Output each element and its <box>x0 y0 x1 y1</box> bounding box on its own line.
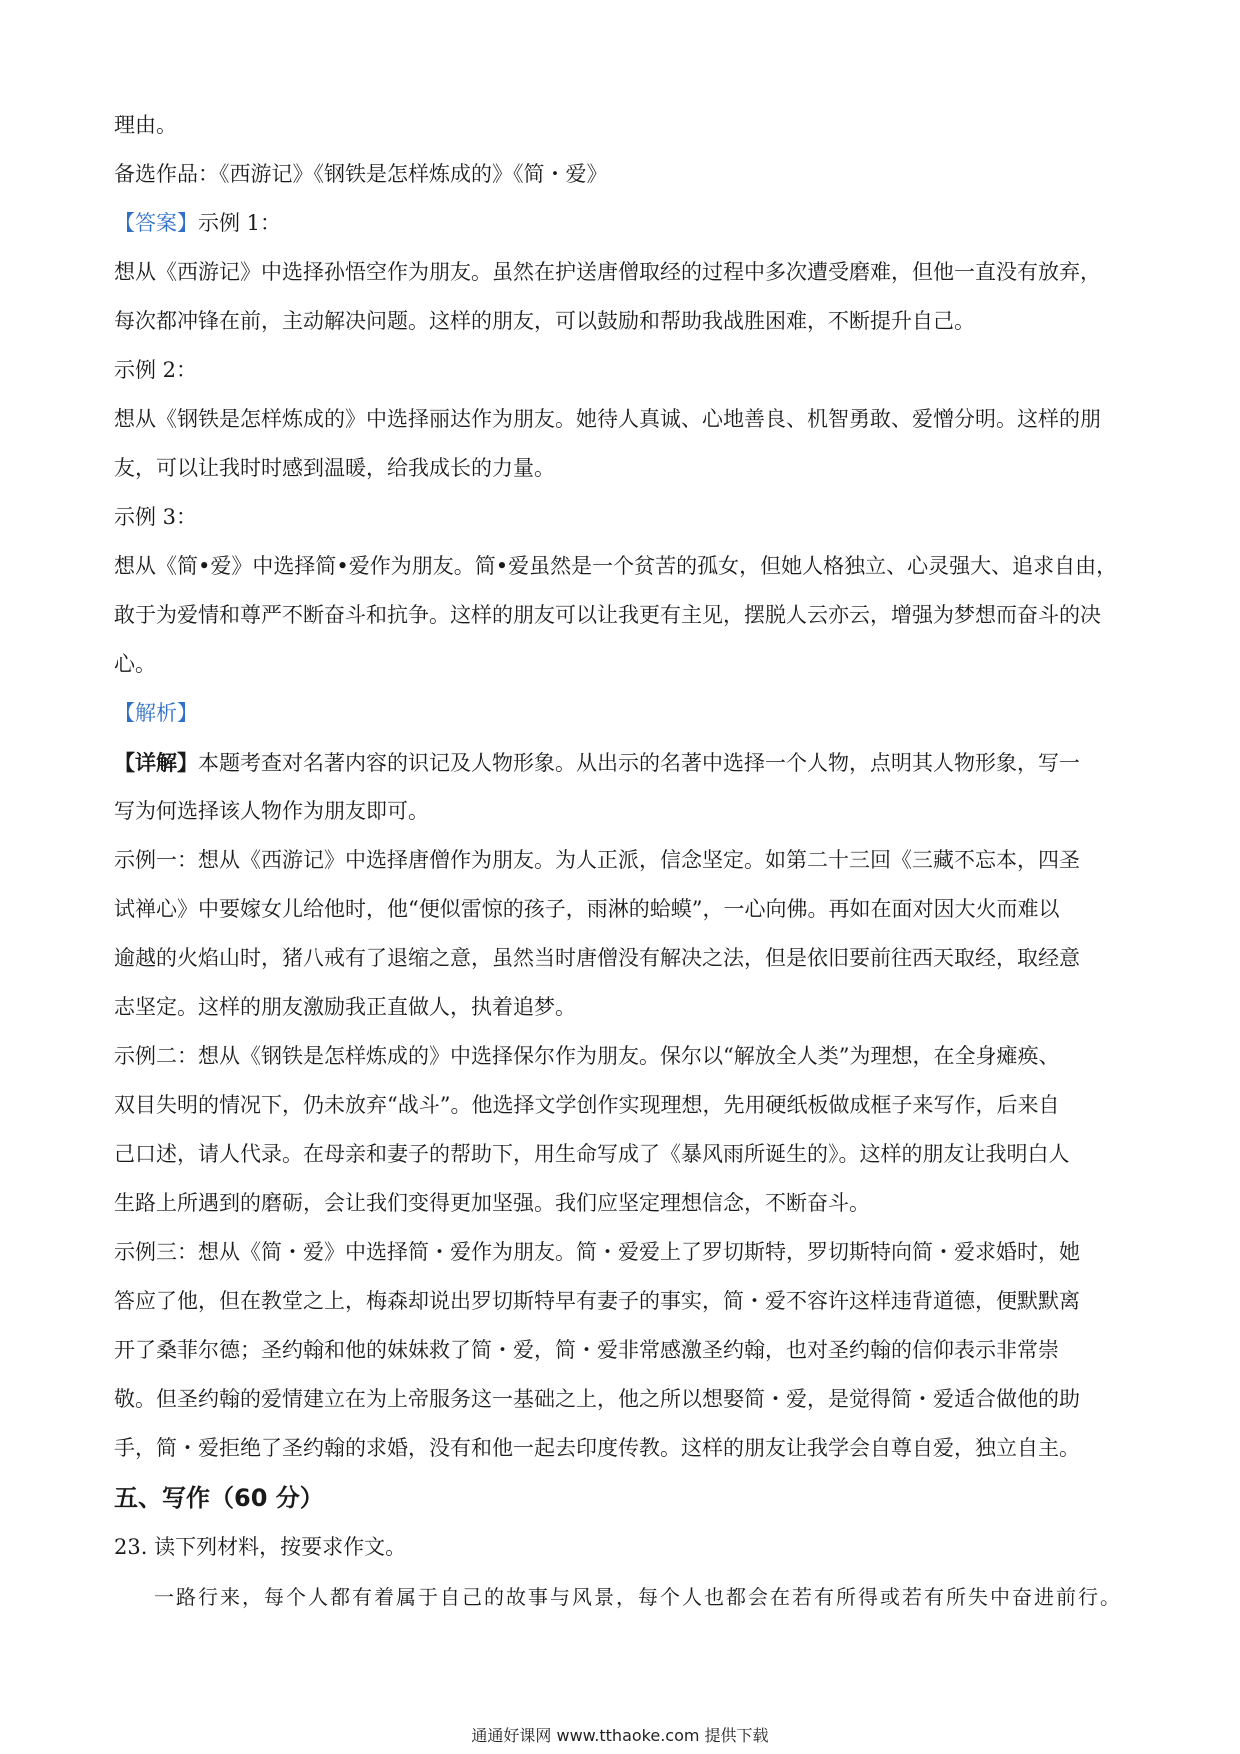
text-line: 想从《简•爱》中选择简•爱作为朋友。简•爱虽然是一个贫苦的孤女，但她人格独立、心灵强大、追求自由， <box>114 554 1118 578</box>
text-line: 示例一：想从《西游记》中选择唐僧作为朋友。为人正派，信念坚定。如第二十三回《三藏不忘本，四圣 <box>114 848 1080 872</box>
text-line: 敢于为爱情和尊严不断奋斗和抗争。这样的朋友可以让我更有主见，摆脱人云亦云，增强为梦想而奋斗的决 <box>114 603 1101 627</box>
text-line: 每次都冲锋在前，主动解决问题。这样的朋友，可以鼓励和帮助我战胜困难，不断提升自己。 <box>114 309 975 333</box>
text-line: 志坚定。这样的朋友激励我正直做人，执着追梦。 <box>114 995 576 1019</box>
answer-line <box>114 199 1124 248</box>
detail-text: 本题考查对名著内容的识记及人物形象。从出示的名著中选择一个人物，点明其人物形象，写一 <box>198 751 1080 775</box>
answer-tag: 【答案】 <box>114 211 198 235</box>
text-line: 逾越的火焰山时，猪八戒有了退缩之意，虽然当时唐僧没有解决之法，但是依旧要前往西天取经，取经意 <box>114 946 1080 970</box>
text-line: 示例 3： <box>114 505 198 529</box>
text-line: 答应了他，但在教堂之上，梅森却说出罗切斯特早有妻子的事实，简・爱不容许这样违背道德，便默默离 <box>114 1289 1080 1313</box>
analysis-tag: 【解析】 <box>114 701 198 725</box>
detail-line <box>114 738 1124 787</box>
material-text: 一路行来，每个人都有着属于自己的故事与风景，每个人也都会在若有所得或若有所失中奋进前行。 <box>154 1585 1122 1609</box>
page-footer: 通通好课网 www.tthaoke.com 提供下载 <box>471 1726 769 1745</box>
text-line: 示例二：想从《钢铁是怎样炼成的》中选择保尔作为朋友。保尔以“解放全人类”为理想，在全身瘫痪、 <box>114 1044 1060 1068</box>
document-body <box>114 101 1124 1622</box>
text-line: 示例 2： <box>114 358 198 382</box>
text-line: 手，简・爱拒绝了圣约翰的求婚，没有和他一起去印度传教。这样的朋友让我学会自尊自爱，独立自主。 <box>114 1436 1080 1460</box>
text-line: 友，可以让我时时感到温暖，给我成长的力量。 <box>114 456 555 480</box>
text-line: 敬。但圣约翰的爱情建立在为上帝服务这一基础之上，他之所以想娶简・爱，是觉得简・爱适合做他的助 <box>114 1387 1080 1411</box>
text-line: 想从《西游记》中选择孙悟空作为朋友。虽然在护送唐僧取经的过程中多次遭受磨难，但他一直没有放弃， <box>114 260 1101 284</box>
text-line: 生路上所遇到的磨砺，会让我们变得更加坚强。我们应坚定理想信念，不断奋斗。 <box>114 1191 870 1215</box>
question-line: 23. 读下列材料，按要求作文。 <box>114 1535 407 1559</box>
text-line: 双目失明的情况下，仍未放弃“战斗”。他选择文学创作实现理想，先用硬纸板做成框子来写作，后来自 <box>114 1093 1060 1117</box>
text-line: 心。 <box>114 652 156 676</box>
text-line: 备选作品：《西游记》《钢铁是怎样炼成的》《简・爱》 <box>114 162 608 186</box>
detail-tag: 【详解】 <box>114 750 198 775</box>
text-line: 己口述，请人代录。在母亲和妻子的帮助下，用生命写成了《暴风雨所诞生的》。这样的朋友让我明白人 <box>114 1142 1070 1166</box>
text-line: 示例三：想从《简・爱》中选择简・爱作为朋友。简・爱爱上了罗切斯特，罗切斯特向简・爱求婚时，她 <box>114 1240 1080 1264</box>
analysis-line <box>114 689 1124 738</box>
text-line: 开了桑菲尔德；圣约翰和他的妹妹救了简・爱，简・爱非常感激圣约翰，也对圣约翰的信仰表示非常崇 <box>114 1338 1059 1362</box>
section-heading: 五、写作（60 分） <box>114 1484 324 1512</box>
example-label: 示例 1： <box>198 211 282 235</box>
text-line: 理由。 <box>114 113 177 137</box>
text-line: 写为何选择该人物作为朋友即可。 <box>114 799 429 823</box>
text-line: 试禅心》中要嫁女儿给他时，他“便似雷惊的孩子，雨淋的蛤蟆”，一心向佛。再如在面对因大火而难以 <box>114 897 1060 921</box>
text-line: 想从《钢铁是怎样炼成的》中选择丽达作为朋友。她待人真诚、心地善良、机智勇敢、爱憎分明。这样的朋 <box>114 407 1101 431</box>
